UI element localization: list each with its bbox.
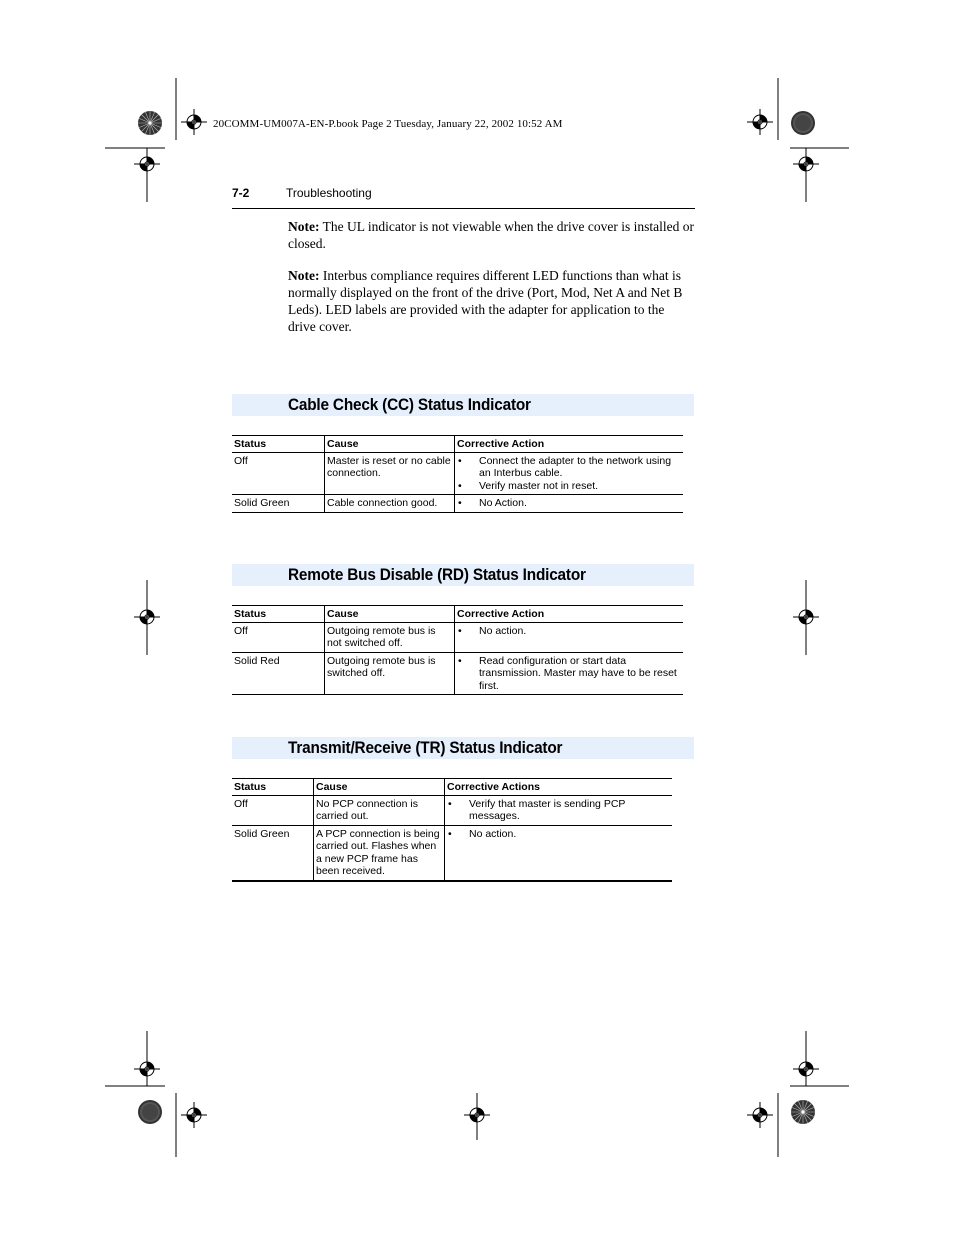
action-item: • Read configuration or start data transmission. Master may have to be reset first. [457,655,681,693]
section-heading-cable-check [232,394,694,416]
column-header-cause: Cause [314,779,445,796]
cable-check-table [232,435,683,513]
page-number: 7-2 [232,186,250,200]
column-header-cause: Cause [325,436,455,453]
note-text: Interbus compliance requires different LED functions than what is normally displayed on the front of the drive (Port, Mod, Net A and Net B Leds). LED labels are provided with the adapter for application to the drive cover. [288,268,683,334]
header-rule [232,208,695,209]
action-list [457,655,681,693]
section-heading-remote-bus-disable [232,564,694,586]
column-header-corrective-action: Corrective Action [455,436,684,453]
action-item: • No Action. [457,497,681,510]
cause-cell: Outgoing remote bus is switched off. [325,652,455,695]
section-title: Cable Check (CC) Status Indicator [288,396,531,414]
column-header-status: Status [232,779,314,796]
table-row [232,795,672,825]
table-header-row [232,606,683,623]
column-header-status: Status [232,606,325,623]
action-item: • No action. [447,828,670,841]
status-cell: Off [232,622,325,652]
remote-bus-disable-table [232,605,683,695]
cause-cell: Cable connection good. [325,495,455,513]
status-cell: Solid Red [232,652,325,695]
action-item: • Verify master not in reset. [457,480,681,493]
note-text: The UL indicator is not viewable when the drive cover is installed or closed. [288,219,695,251]
table-row [232,622,683,652]
action-cell [445,795,673,825]
note-label: Note: [288,219,320,234]
cause-cell: A PCP connection is being carried out. Flashes when a new PCP frame has been received. [314,825,445,881]
cause-cell: No PCP connection is carried out. [314,795,445,825]
action-item: • Connect the adapter to the network using an Interbus cable. [457,455,681,480]
table-row [232,495,683,513]
section-title: Transmit/Receive (TR) Status Indicator [288,739,563,757]
note-ul-indicator [288,218,694,252]
action-list [457,625,681,638]
transmit-receive-table [232,778,672,882]
action-cell [455,452,684,495]
action-cell [455,652,684,695]
action-item: • Verify that master is sending PCP messages. [447,798,670,823]
cause-cell: Master is reset or no cable connection. [325,452,455,495]
action-item: • No action. [457,625,681,638]
action-cell [455,622,684,652]
cause-cell: Outgoing remote bus is not switched off. [325,622,455,652]
action-list [447,798,670,823]
action-list [457,497,681,510]
print-slug: 20COMM-UM007A-EN-P.book Page 2 Tuesday, January 22, 2002 10:52 AM [213,118,563,130]
status-cell: Off [232,795,314,825]
column-header-cause: Cause [325,606,455,623]
status-cell: Off [232,452,325,495]
table-header-row [232,779,672,796]
table-header-row [232,436,683,453]
table-row [232,825,672,881]
action-cell [455,495,684,513]
table-row [232,652,683,695]
action-list [447,828,670,841]
action-list [457,455,681,493]
action-cell [445,825,673,881]
note-label: Note: [288,268,320,283]
column-header-corrective-action: Corrective Action [455,606,684,623]
section-title: Remote Bus Disable (RD) Status Indicator [288,566,586,584]
running-head: Troubleshooting [286,186,372,200]
note-interbus-compliance [288,267,694,335]
column-header-corrective-actions: Corrective Actions [445,779,673,796]
status-cell: Solid Green [232,495,325,513]
status-cell: Solid Green [232,825,314,881]
table-row [232,452,683,495]
column-header-status: Status [232,436,325,453]
section-heading-transmit-receive [232,737,694,759]
